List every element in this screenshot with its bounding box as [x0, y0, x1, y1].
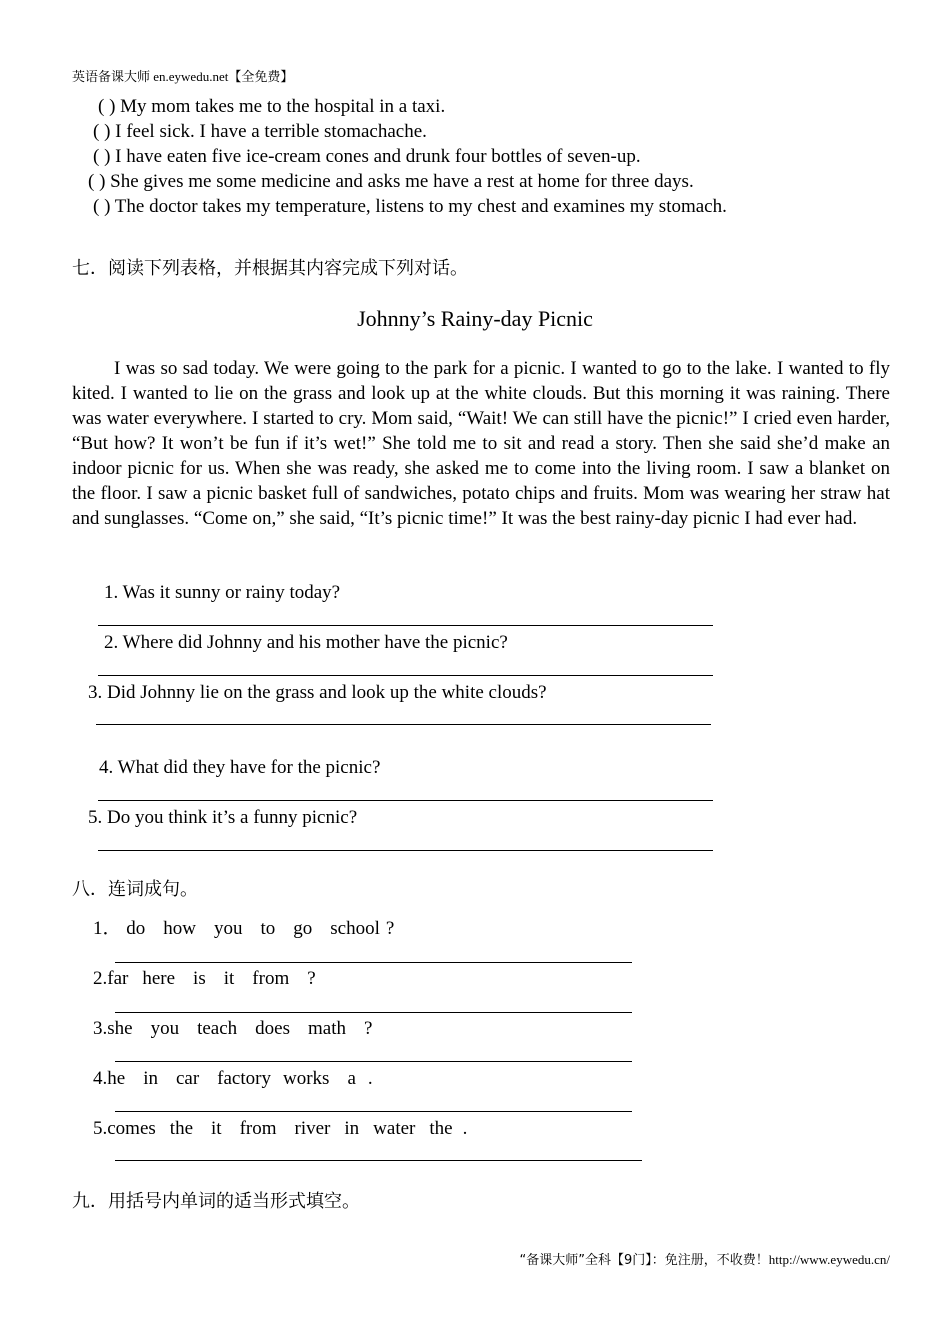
- passage-title: Johnny’s Rainy-day Picnic: [357, 306, 593, 331]
- ordering-item-3: ( ) I have eaten five ice-cream cones and drunk four bottles of seven-up.: [93, 146, 641, 167]
- item-number: 4.: [93, 1068, 108, 1089]
- word: .: [462, 1118, 468, 1139]
- section7-heading: 七．阅读下列表格，并根据其内容完成下列对话。: [72, 258, 468, 279]
- scramble-answer-line-2[interactable]: [115, 1012, 632, 1013]
- item-number: 3.: [93, 1018, 108, 1039]
- ordering-item-1: ( ) My mom takes me to the hospital in a taxi.: [98, 96, 446, 117]
- question-1: 1. Was it sunny or rainy today?: [104, 582, 341, 603]
- scramble-item-4: [93, 1066, 373, 1091]
- page-footer: [520, 1249, 890, 1268]
- footer-link[interactable]: http://www.eywedu.cn/: [768, 1252, 890, 1267]
- scramble-item-2: [93, 966, 316, 991]
- scramble-answer-line-5[interactable]: [115, 1160, 642, 1161]
- question-3: 3. Did Johnny lie on the grass and look up the white clouds?: [88, 682, 547, 703]
- word: .: [367, 1068, 373, 1089]
- answer-line-5[interactable]: [98, 850, 713, 851]
- word: water: [373, 1118, 416, 1139]
- question-2: 2. Where did Johnny and his mother have the picnic?: [104, 632, 508, 653]
- word: you: [150, 1018, 180, 1039]
- answer-line-4[interactable]: [98, 800, 713, 801]
- question-4: 4. What did they have for the picnic?: [99, 757, 381, 778]
- word: how: [163, 918, 196, 939]
- scramble-answer-line-1[interactable]: [115, 962, 632, 963]
- answer-line-1[interactable]: [98, 625, 713, 626]
- ordering-item-2: ( ) I feel sick. I have a terrible stomachache.: [93, 121, 427, 142]
- item-number: 5.: [93, 1118, 108, 1139]
- word: from: [239, 1118, 277, 1139]
- scramble-item-3: [93, 1016, 372, 1041]
- word: far: [107, 968, 129, 989]
- footer-text: “备课大师”全科【9门】：免注册，不收费！: [519, 1253, 769, 1268]
- word: works: [282, 1068, 330, 1089]
- word: do: [126, 918, 146, 939]
- word: ?: [385, 918, 395, 939]
- section9-heading: 九．用括号内单词的适当形式填空。: [72, 1191, 360, 1212]
- word: the: [429, 1118, 453, 1139]
- scramble-item-5: [93, 1116, 467, 1141]
- scramble-item-1: [93, 916, 394, 941]
- scramble-answer-line-4[interactable]: [115, 1111, 632, 1112]
- word: from: [252, 968, 290, 989]
- scramble-answer-line-3[interactable]: [115, 1061, 632, 1062]
- word: ?: [363, 1018, 373, 1039]
- word: it: [223, 968, 235, 989]
- word: factory: [217, 1068, 271, 1089]
- word: here: [142, 968, 176, 989]
- word: teach: [197, 1018, 238, 1039]
- word: car: [175, 1068, 200, 1089]
- word: math: [307, 1018, 346, 1039]
- word: in: [143, 1068, 158, 1089]
- ordering-item-5: ( ) The doctor takes my temperature, listens to my chest and examines my stomach.: [93, 196, 727, 217]
- word: you: [214, 918, 243, 939]
- word: comes: [107, 1118, 156, 1139]
- answer-line-2[interactable]: [98, 675, 713, 676]
- page-header: 英语备课大师 en.eywedu.net【全免费】: [72, 69, 294, 84]
- word: in: [344, 1118, 360, 1139]
- word: the: [169, 1118, 194, 1139]
- word: to: [260, 918, 276, 939]
- section8-heading: 八．连词成句。: [72, 879, 198, 900]
- word: a: [347, 1068, 356, 1089]
- word: ?: [307, 968, 316, 989]
- word: he: [107, 1068, 126, 1089]
- word: go: [293, 918, 313, 939]
- reading-passage: I was so sad today. We were going to the park for a picnic. I wanted to go to the lake. I wanted to fly kited. I wanted to lie on the grass and look up at the white clouds. But this morning it was raining. There was water everywhere. I started to cry. Mom said, “Wait! We can still have the picnic!” I cried even harder, “But how? It won’t be fun if it’s wet!” She told me to sit and read a story. Then she said she’d make an indoor picnic for us. When she was ready, she asked me to come into the living room. I saw a blanket on the floor. I saw a picnic basket full of sandwiches, potato chips and fruits. Mom was wearing her straw hat and sunglasses. “Come on,” she said, “It’s picnic time!” It was the best rainy-day picnic I had ever had.: [72, 358, 890, 529]
- ordering-item-4: ( ) She gives me some medicine and asks me have a rest at home for three days.: [88, 171, 694, 192]
- item-number: 1．: [93, 918, 122, 939]
- word: does: [255, 1018, 290, 1039]
- word: river: [294, 1118, 331, 1139]
- answer-line-3[interactable]: [96, 724, 711, 725]
- word: is: [193, 968, 206, 989]
- word: she: [107, 1018, 133, 1039]
- word: it: [211, 1118, 222, 1139]
- item-number: 2.: [93, 968, 108, 989]
- word: school: [330, 918, 380, 939]
- question-5: 5. Do you think it’s a funny picnic?: [88, 807, 358, 828]
